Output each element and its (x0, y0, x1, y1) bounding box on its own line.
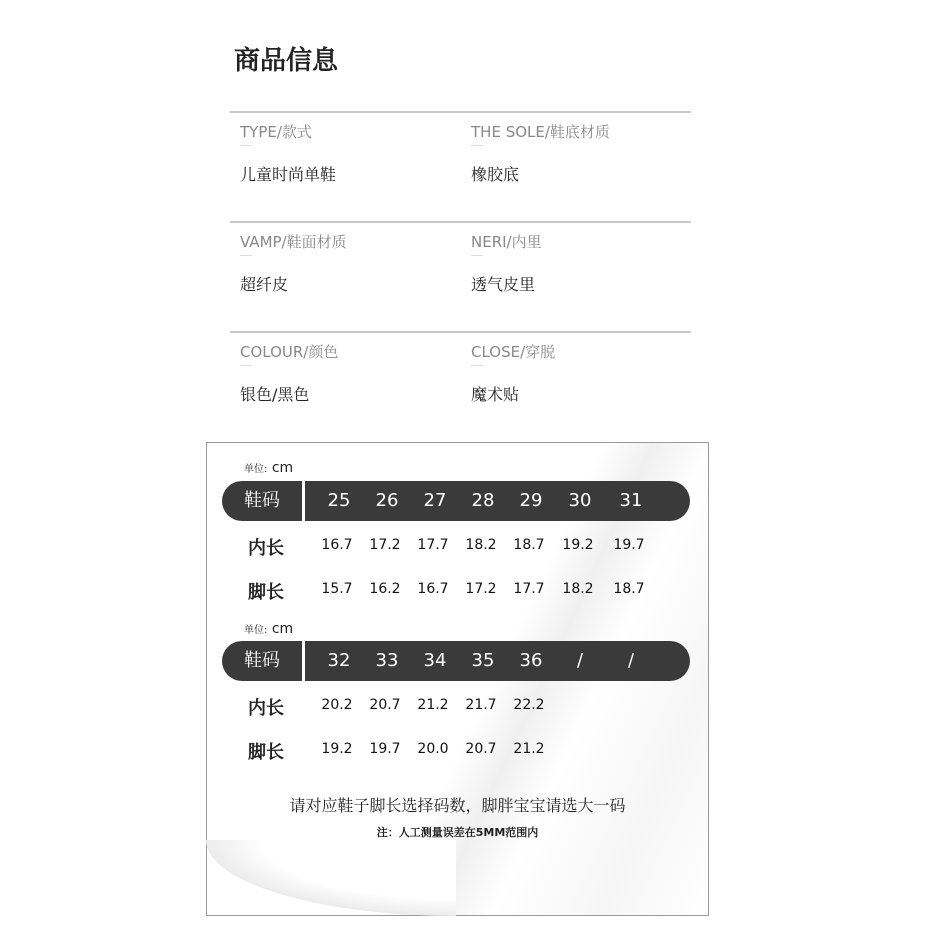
inner-length-cell: 19.7 (613, 537, 645, 553)
attribute-value: 橡胶底 (471, 165, 520, 184)
foot-length-cell: 16.2 (369, 581, 401, 597)
label-underline (240, 365, 252, 366)
foot-length-label: 脚长 (248, 742, 284, 763)
inner-length-cell: 22.2 (513, 697, 545, 713)
foot-length-cell: 17.2 (465, 581, 497, 597)
foot-length-cell: 18.2 (562, 581, 594, 597)
size-cell: 30 (568, 490, 592, 511)
unit-prefix: 单位: (244, 625, 268, 636)
size-cell: 29 (519, 490, 543, 511)
unit-prefix: 单位: (244, 464, 268, 475)
size-cell: 25 (327, 490, 351, 511)
label-underline (471, 255, 483, 256)
attribute-value: 透气皮里 (471, 275, 536, 294)
size-header-label: 鞋码 (244, 650, 280, 671)
attribute-value: 魔术贴 (471, 385, 520, 404)
attribute-label: NERI/内里 (471, 233, 542, 251)
size-advice: 请对应鞋子脚长选择码数，脚胖宝宝请选大一码 (289, 796, 626, 815)
inner-length-cell: 19.2 (562, 537, 594, 553)
size-cell: 27 (423, 490, 447, 511)
size-cell: 26 (375, 490, 399, 511)
inner-length-label: 内长 (248, 698, 284, 719)
size-cell: 28 (471, 490, 495, 511)
label-underline (240, 255, 252, 256)
attribute-value: 银色/黑色 (240, 385, 310, 404)
inner-length-cell: 21.2 (417, 697, 449, 713)
foot-length-cell: 20.7 (465, 741, 497, 757)
size-header-row (222, 481, 690, 521)
inner-length-cell: 21.7 (465, 697, 497, 713)
foot-length-cell: 15.7 (321, 581, 353, 597)
attribute-label: COLOUR/颜色 (240, 343, 339, 361)
attribute-value: 儿童时尚单鞋 (240, 165, 337, 184)
foot-length-cell: 16.7 (417, 581, 449, 597)
unit-value: cm (271, 460, 294, 476)
divider (230, 221, 691, 223)
attribute-value: 超纤皮 (240, 275, 289, 294)
inner-length-cell: 20.2 (321, 697, 353, 713)
label-underline (471, 365, 483, 366)
inner-length-cell: 17.7 (417, 537, 449, 553)
page-title: 商品信息 (234, 46, 339, 76)
attribute-label: VAMP/鞋面材质 (240, 233, 347, 251)
attribute-label: THE SOLE/鞋底材质 (471, 123, 610, 141)
foot-length-cell: 21.2 (513, 741, 545, 757)
size-cell: 35 (471, 650, 495, 671)
size-cell: 34 (423, 650, 447, 671)
measurement-note: 注：人工测量误差在5MM范围内 (376, 826, 539, 839)
foot-length-cell: 20.0 (417, 741, 449, 757)
size-header-label: 鞋码 (244, 490, 280, 511)
divider (230, 111, 691, 113)
foot-length-cell: 19.2 (321, 741, 353, 757)
unit-value: cm (271, 621, 294, 637)
foot-length-cell: 19.7 (369, 741, 401, 757)
unit-label (244, 460, 293, 476)
attribute-label: CLOSE/穿脱 (471, 343, 556, 361)
size-cell: / (627, 650, 635, 671)
label-underline (471, 145, 483, 146)
size-cell: 36 (519, 650, 543, 671)
inner-length-cell: 20.7 (369, 697, 401, 713)
inner-length-cell: 18.7 (513, 537, 545, 553)
inner-length-cell: 16.7 (321, 537, 353, 553)
size-cell: / (576, 650, 584, 671)
divider (230, 331, 691, 333)
attribute-label: TYPE/款式 (240, 123, 312, 141)
inner-length-label: 内长 (248, 538, 284, 559)
foot-length-cell: 18.7 (613, 581, 645, 597)
inner-length-cell: 17.2 (369, 537, 401, 553)
header-divider (302, 481, 305, 521)
size-cell: 32 (327, 650, 351, 671)
size-cell: 31 (619, 490, 643, 511)
size-cell: 33 (375, 650, 399, 671)
inner-length-cell: 18.2 (465, 537, 497, 553)
unit-label (244, 621, 293, 637)
size-header-row (222, 641, 690, 681)
header-divider (302, 641, 305, 681)
foot-length-cell: 17.7 (513, 581, 545, 597)
foot-length-label: 脚长 (248, 582, 284, 603)
label-underline (240, 145, 252, 146)
